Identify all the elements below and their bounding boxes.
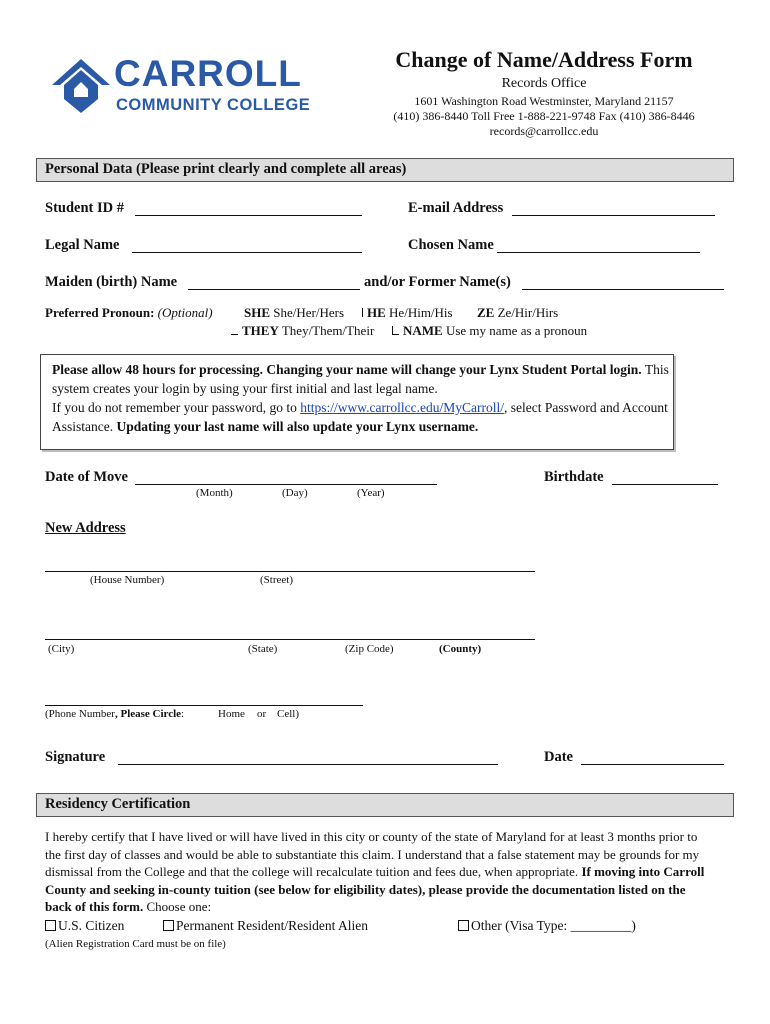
notice-text-1: This system creates your login by using your first initial and last legal name. [52, 362, 669, 396]
pronoun-he[interactable]: HE He/Him/His [362, 305, 453, 321]
checkbox-icon[interactable] [163, 920, 174, 931]
phone-cell-option[interactable]: Cell) [277, 708, 299, 720]
personal-data-section-header [36, 158, 734, 182]
pronoun-they[interactable]: THEY They/Them/Their [231, 323, 374, 339]
new-address-heading: New Address [45, 520, 126, 536]
student-id-field[interactable] [135, 215, 362, 216]
street-caption: (Street) [260, 574, 293, 586]
legal-name-field[interactable] [132, 252, 362, 253]
pronoun-they-check[interactable] [231, 328, 238, 335]
date-of-move-field[interactable] [135, 484, 437, 485]
office-email: records@carrollcc.edu [489, 124, 599, 138]
mycarroll-link[interactable]: https://www.carrollcc.edu/MyCarroll/ [300, 400, 505, 415]
date-of-move-label: Date of Move [45, 469, 128, 485]
office-name: Records Office [501, 76, 587, 91]
residency-paragraph: I hereby certify that I have lived or will have lived in this city or county of the state of Maryland for at least 3 months prior to the first day of classes and would be able to substantiate this claim. I understand that a false statement may be grounds for my dismissal from the College and that the college will recalculate tuition and fees due, when appropriate. [45, 829, 700, 879]
college-logo [50, 55, 330, 117]
notice-bold-2: Updating your last name will also update your Lynx username. [116, 419, 479, 434]
pronoun-he-check[interactable] [362, 308, 363, 317]
option-permanent-resident[interactable]: Permanent Resident/Resident Alien [163, 918, 368, 934]
house-number-caption: (House Number) [90, 574, 165, 586]
residency-section-header [36, 793, 734, 817]
phone-caption: (Phone Number, Please Circle: [45, 708, 185, 720]
residency-statement [45, 828, 713, 916]
notice-box [40, 354, 674, 450]
zip-caption: (Zip Code) [345, 643, 394, 655]
pronoun-name-check[interactable] [392, 326, 399, 335]
email-field[interactable] [512, 215, 715, 216]
email-label: E-mail Address [408, 200, 504, 216]
residency-title: Residency Certification [45, 796, 191, 812]
residency-choose: Choose one: [146, 899, 212, 914]
birthdate-label: Birthdate [544, 469, 604, 485]
signature-label: Signature [45, 749, 106, 765]
day-caption: (Day) [282, 487, 308, 499]
chosen-name-label: Chosen Name [408, 237, 494, 253]
student-id-label: Student ID # [45, 200, 124, 216]
option-us-citizen[interactable]: U.S. Citizen [45, 918, 124, 934]
pronoun-label: Preferred Pronoun: [45, 305, 155, 320]
maiden-name-label: Maiden (birth) Name [45, 274, 178, 290]
city-state-zip-field[interactable] [45, 639, 535, 640]
pronoun-she[interactable]: SHE She/Her/Hers [244, 305, 345, 320]
signature-date-field[interactable] [581, 764, 724, 765]
logo-name-line2: COMMUNITY COLLEGE [116, 96, 311, 114]
notice-text [52, 360, 678, 436]
logo-name-line1: CARROLL [114, 53, 302, 94]
signature-field[interactable] [118, 764, 498, 765]
house-shield-icon [50, 55, 112, 117]
maiden-name-field[interactable] [188, 289, 360, 290]
pronoun-ze[interactable]: ZE Ze/Hir/Hirs [477, 305, 559, 320]
former-names-label: and/or Former Name(s) [364, 274, 511, 290]
office-phones: (410) 386-8440 Toll Free 1-888-221-9748 Fax (410) 386-8446 [393, 109, 695, 123]
phone-home-option[interactable]: Home [218, 708, 245, 720]
checkbox-icon[interactable] [458, 920, 469, 931]
notice-text-3: , select Password and Account Assistance. [52, 400, 668, 434]
birthdate-field[interactable] [612, 484, 718, 485]
checkbox-icon[interactable] [45, 920, 56, 931]
phone-number-field[interactable] [45, 705, 363, 706]
form-title: Change of Name/Address Form [395, 47, 693, 72]
notice-bold-1: Please allow 48 hours for processing. Changing your name will change your Lynx Student Portal login. [52, 362, 642, 377]
former-names-field[interactable] [522, 289, 724, 290]
month-caption: (Month) [196, 487, 233, 499]
office-address: 1601 Washington Road Westminster, Maryland 21157 [414, 94, 674, 108]
legal-name-label: Legal Name [45, 237, 120, 253]
option-other-visa[interactable]: Other (Visa Type: _________) [458, 918, 636, 934]
pronoun-name[interactable]: NAME Use my name as a pronoun [392, 323, 587, 339]
street-address-field[interactable] [45, 571, 535, 572]
county-caption: (County) [439, 643, 482, 655]
notice-text-2: If you do not remember your password, go to [52, 400, 301, 415]
phone-or-text: or [257, 708, 267, 720]
residency-bold: If moving into Carroll County and seeking in-county tuition (see below for eligibility dates), please provide the documentation listed on the back of this form. [45, 864, 705, 914]
pronoun-optional: (Optional) [157, 305, 213, 320]
signature-date-label: Date [544, 749, 573, 765]
year-caption: (Year) [357, 487, 385, 499]
pronoun-label-row [45, 305, 213, 321]
city-caption: (City) [48, 643, 75, 655]
personal-data-title: Personal Data (Please print clearly and complete all areas) [45, 161, 407, 177]
state-caption: (State) [248, 643, 278, 655]
chosen-name-field[interactable] [497, 252, 700, 253]
alien-card-note: (Alien Registration Card must be on file) [45, 938, 226, 950]
